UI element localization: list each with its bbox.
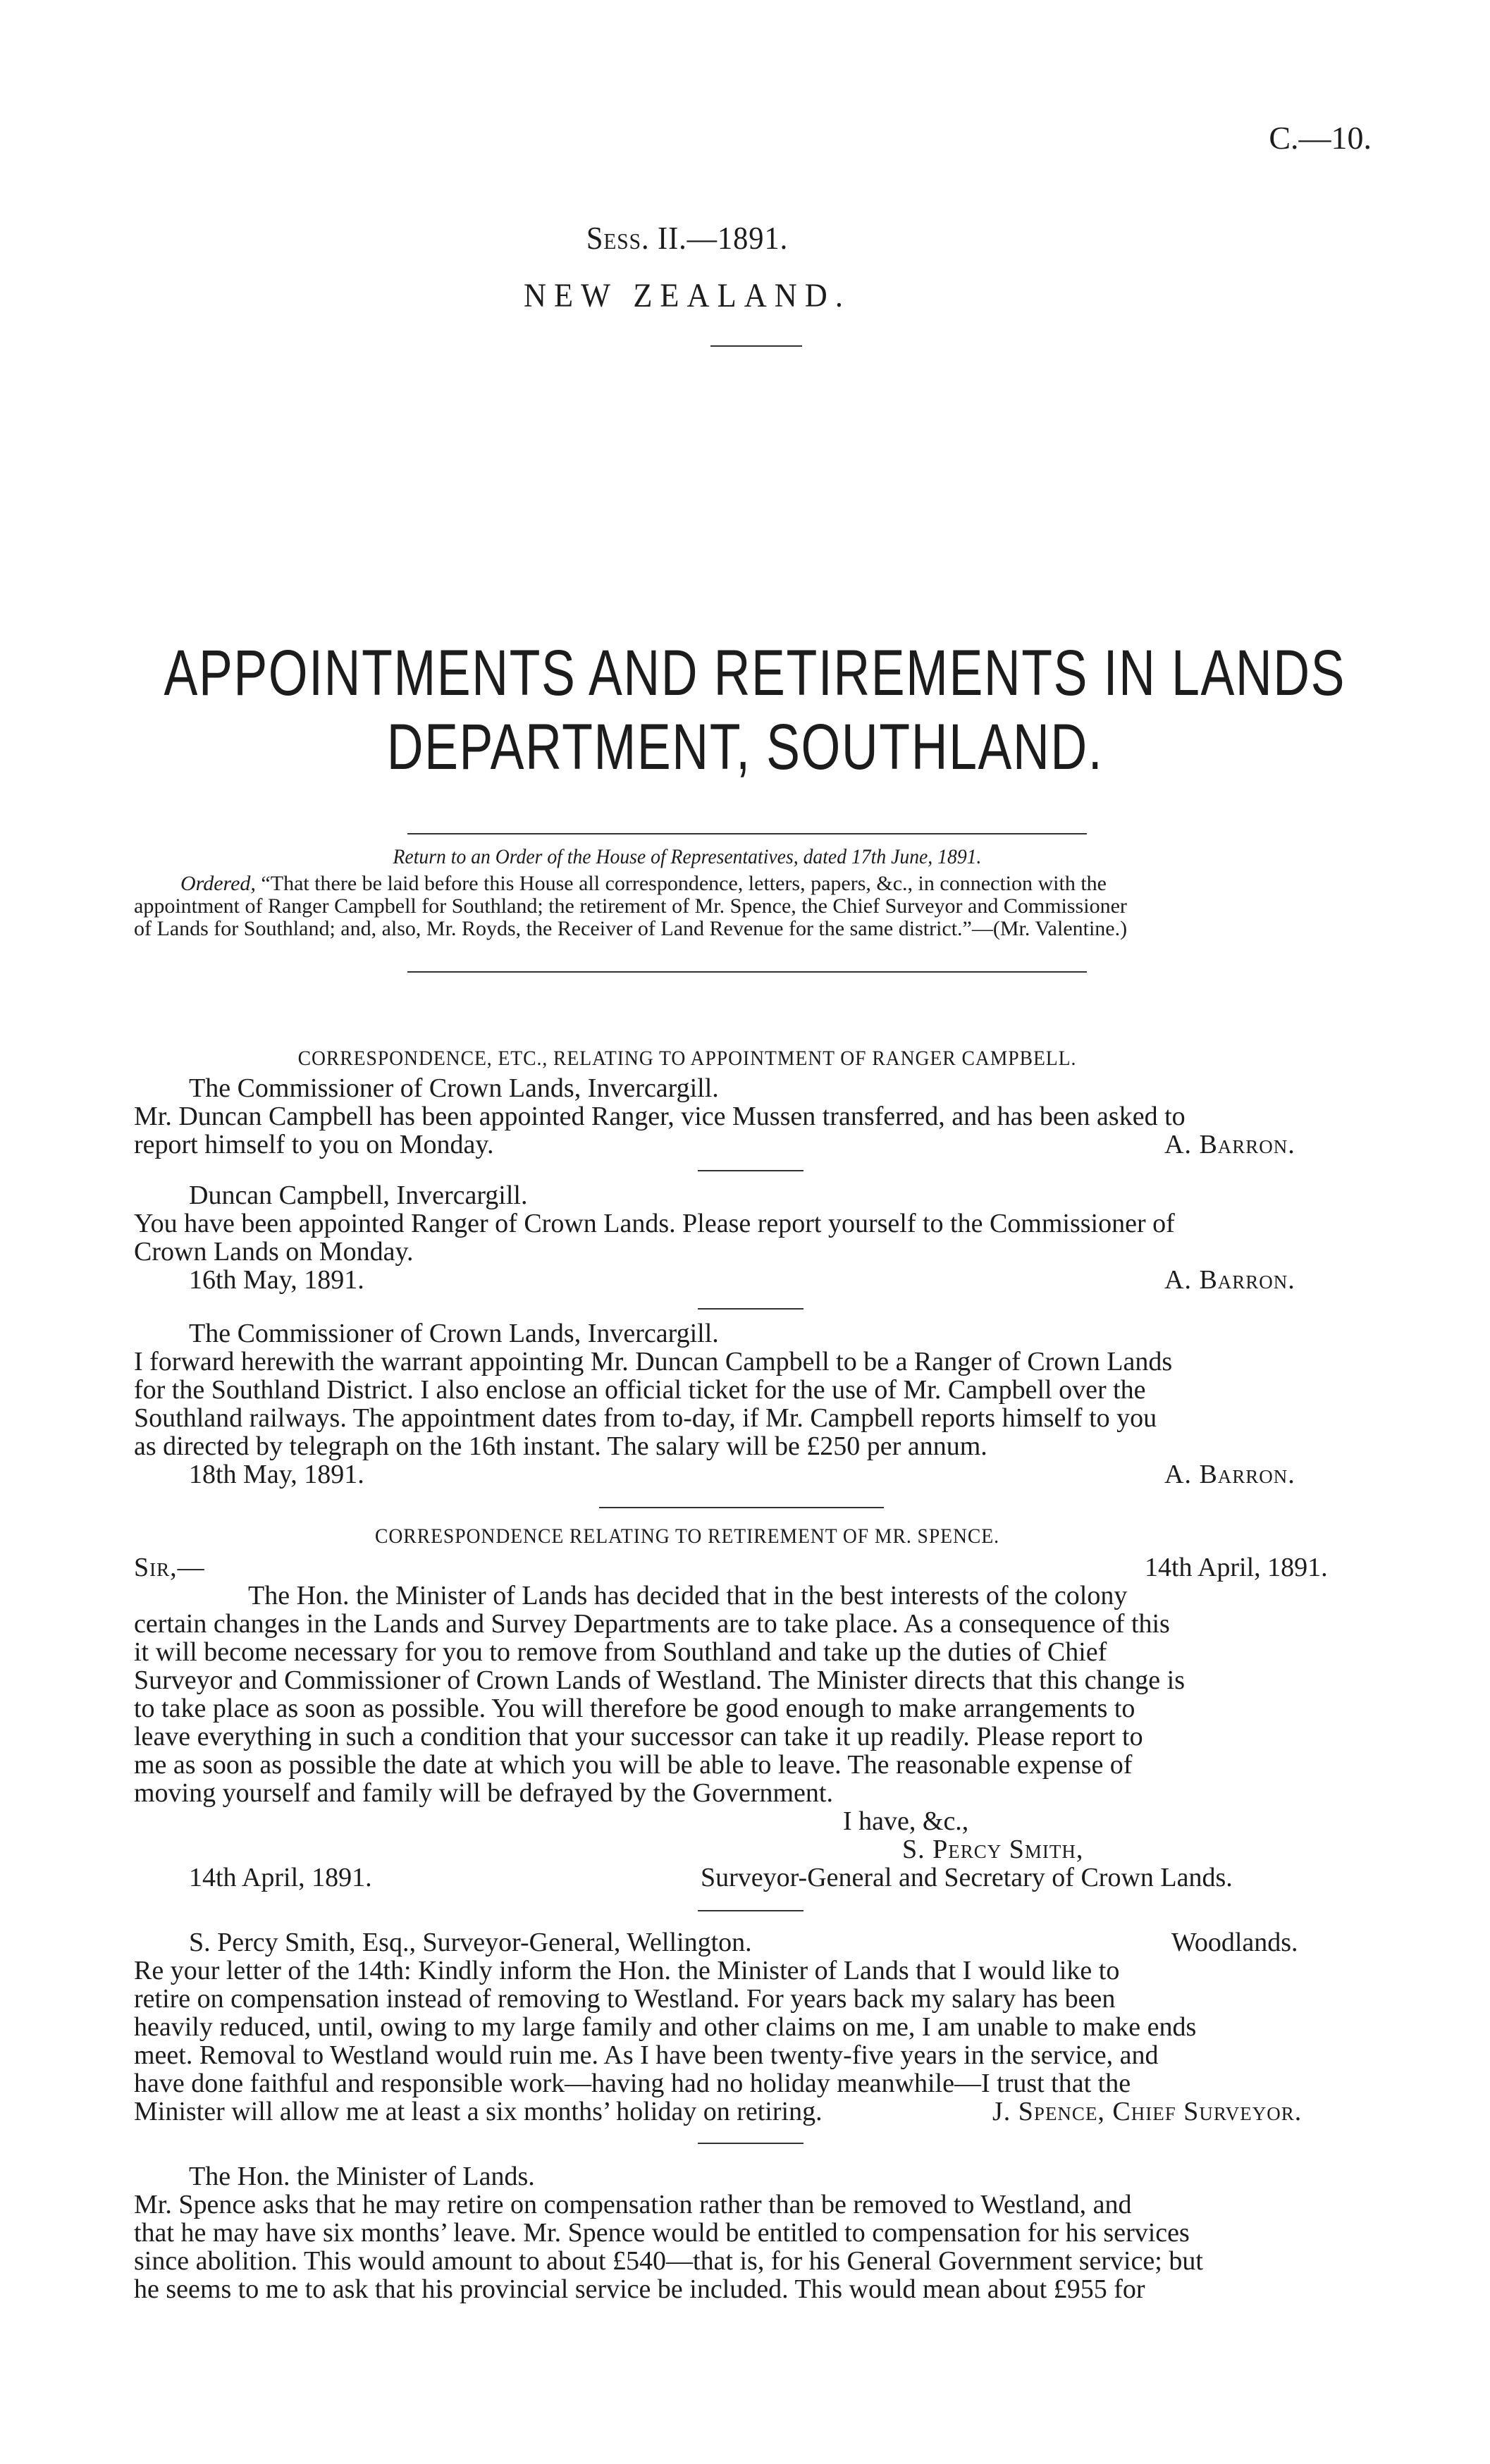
letter3-date: 18th May, 1891. <box>189 1460 364 1489</box>
letter4-date-bottom: 14th April, 1891. <box>189 1863 372 1892</box>
letter4-line4: Surveyor and Commissioner of Crown Lands of Westland. The Minister directs that this change is <box>134 1665 1186 1695</box>
return-order-line: Return to an Order of the House of Representatives, dated 17th June, 1891. <box>393 845 982 868</box>
document-title-line2: DEPARTMENT, SOUTHLAND. <box>386 711 1104 783</box>
ordered-paragraph <box>134 873 1373 940</box>
letter1-line1: Mr. Duncan Campbell has been appointed Ranger, vice Mussen transferred, and has been asked to <box>134 1102 1186 1131</box>
ordered-line-3: of Lands for Southland; and, also, Mr. Royds, the Receiver of Land Revenue for the same district.”—(Mr. Valentine.) <box>134 917 1128 940</box>
header-divider <box>710 345 802 347</box>
section1-heading: CORRESPONDENCE, ETC., RELATING TO APPOINTMENT OF RANGER CAMPBELL. <box>297 1047 1077 1070</box>
letter2-line2: Crown Lands on Monday. <box>134 1237 414 1267</box>
letter2-line1: You have been appointed Ranger of Crown Lands. Please report yourself to the Commissioner of <box>134 1209 1175 1238</box>
letter6-line2: that he may have six months’ leave. Mr. Spence would be entitled to compensation for his services <box>134 2218 1190 2248</box>
letter4-title: Surveyor-General and Secretary of Crown Lands. <box>701 1863 1233 1892</box>
letter5-addressee: S. Percy Smith, Esq., Surveyor-General, Wellington. <box>189 1928 752 1957</box>
letter4-line6: leave everything in such a condition that your successor can take it up readily. Please report to <box>134 1722 1143 1751</box>
letter2-signature: A. Barron. <box>1164 1265 1295 1295</box>
letter4-line3: it will become necessary for you to remove from Southland and take up the duties of Chief <box>134 1637 1107 1667</box>
document-title-line1: APPOINTMENTS AND RETIREMENTS IN LANDS <box>164 637 1346 709</box>
letter6-line1: Mr. Spence asks that he may retire on compensation rather than be removed to Westland, and <box>134 2190 1132 2219</box>
letter4-line7: me as soon as possible the date at which you will be able to leave. The reasonable expense of <box>134 1750 1133 1780</box>
letter1-signature: A. Barron. <box>1164 1130 1295 1159</box>
letter5-line2: retire on compensation instead of removing to Westland. For years back my salary has been <box>134 1984 1116 2014</box>
letter3-line3: Southland railways. The appointment dates from to-day, if Mr. Campbell reports himself to you <box>134 1403 1157 1433</box>
letter4-line8: moving yourself and family will be defrayed by the Government. <box>134 1778 833 1808</box>
ordered-word: Ordered, <box>180 872 256 895</box>
order-top-rule <box>407 833 1087 834</box>
letter6-line3: since abolition. This would amount to about £540—that is, for his General Government service; but <box>134 2246 1203 2276</box>
letter2-addressee: Duncan Campbell, Invercargill. <box>189 1181 528 1210</box>
letter4-salutation: Sir,— <box>134 1553 205 1582</box>
letter6-addressee: The Hon. the Minister of Lands. <box>189 2162 535 2191</box>
letter4-date-top: 14th April, 1891. <box>1145 1553 1328 1582</box>
country-label: NEW ZEALAND. <box>523 277 851 314</box>
letter3-line1: I forward herewith the warrant appointing Mr. Duncan Campbell to be a Ranger of Crown Lands <box>134 1347 1173 1376</box>
letter3-addressee: The Commissioner of Crown Lands, Invercargill. <box>189 1319 719 1348</box>
letter-divider <box>698 1170 804 1171</box>
letter5-line3: heavily reduced, until, owing to my large family and other claims on me, I am unable to make ends <box>134 2012 1197 2042</box>
letter5-line1: Re your letter of the 14th: Kindly inform the Hon. the Minister of Lands that I would like to <box>134 1956 1120 1985</box>
letter4-line1: The Hon. the Minister of Lands has decided that in the best interests of the colony <box>248 1581 1128 1610</box>
letter3-line4: as directed by telegraph on the 16th instant. The salary will be £250 per annum. <box>134 1431 987 1461</box>
letter4-closing: I have, &c., <box>843 1806 969 1836</box>
letter5-place: Woodlands. <box>1171 1928 1298 1957</box>
letter-divider <box>698 1308 804 1310</box>
letter3-signature: A. Barron. <box>1164 1460 1295 1489</box>
page-reference: C.—10. <box>1269 120 1372 156</box>
letter5-line5: have done faithful and responsible work—having had no holiday meanwhile—I trust that the <box>134 2069 1131 2098</box>
letter3-line2: for the Southland District. I also enclose an official ticket for the use of Mr. Campbell over the <box>134 1375 1146 1405</box>
letter5-signature: J. Spence, Chief Surveyor. <box>992 2097 1303 2126</box>
letter1-addressee: The Commissioner of Crown Lands, Invercargill. <box>189 1073 719 1103</box>
letter4-line5: to take place as soon as possible. You will therefore be good enough to make arrangements to <box>134 1694 1135 1723</box>
ordered-line-2: appointment of Ranger Campbell for Southland; the retirement of Mr. Spence, the Chief Surveyor and Commissioner <box>134 894 1127 918</box>
letter5-line4: meet. Removal to Westland would ruin me. As I have been twenty-five years in the service, and <box>134 2040 1159 2070</box>
letter5-line6: Minister will allow me at least a six months’ holiday on retiring. <box>134 2097 823 2126</box>
letter1-line2: report himself to you on Monday. <box>134 1130 494 1159</box>
letter2-date: 16th May, 1891. <box>189 1265 364 1295</box>
ordered-line-1: “That there be laid before this House all correspondence, letters, papers, &c., in connection with the <box>261 872 1107 895</box>
letter6-line4: he seems to me to ask that his provincial service be included. This would mean about £955 for <box>134 2274 1145 2304</box>
letter4-line2: certain changes in the Lands and Survey Departments are to take place. As a consequence of this <box>134 1609 1170 1639</box>
letter4-signature: S. Percy Smith, <box>902 1835 1084 1864</box>
section2-heading: CORRESPONDENCE RELATING TO RETIREMENT OF MR. SPENCE. <box>375 1524 999 1548</box>
section-divider <box>599 1507 884 1508</box>
letter-divider <box>698 2143 804 2144</box>
order-bottom-rule <box>407 971 1087 973</box>
session-label: Sess. II.—1891. <box>586 220 789 256</box>
letter-divider <box>698 1910 804 1911</box>
